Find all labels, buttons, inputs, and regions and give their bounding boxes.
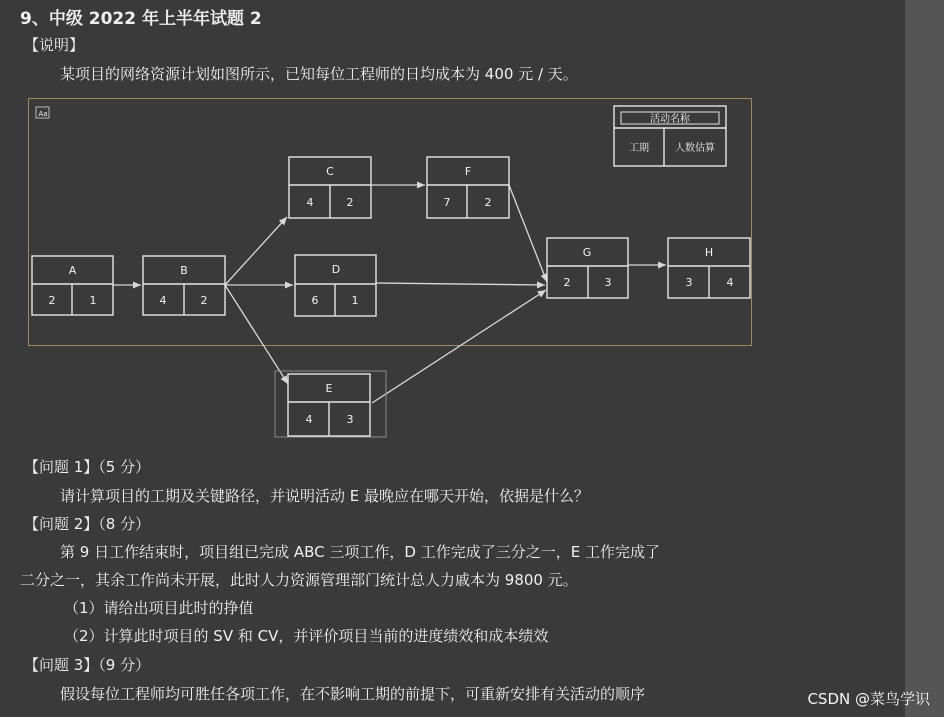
svg-text:2: 2 (48, 294, 56, 307)
question-1-text: 请计算项目的工期及关键路径，并说明活动 E 最晚应在哪天开始，依据是什么？ (60, 487, 590, 505)
svg-text:4: 4 (305, 413, 313, 426)
question-2-line-1: 第 9 日工作结束时，项目组已完成 ABC 三项工作，D 工作完成了三分之一，E 工作完成了 (60, 543, 660, 561)
svg-text:F: F (464, 165, 472, 178)
svg-text:E: E (325, 382, 333, 395)
svg-text:D: D (331, 263, 341, 276)
svg-text:1: 1 (89, 294, 97, 307)
svg-text:6: 6 (311, 294, 319, 307)
svg-text:2: 2 (200, 294, 208, 307)
legend-staff-label: 人数估算 (675, 143, 715, 154)
edge-b-c (225, 217, 287, 285)
svg-text:A: A (68, 264, 77, 277)
edge-f-g (509, 185, 547, 282)
question-2-sub-1: （1）请给出项目此时的挣值 (64, 599, 254, 617)
svg-text:G: G (582, 246, 592, 259)
scrollbar-track[interactable] (905, 0, 944, 717)
question-title: 9、中级 2022 年上半年试题 2 (20, 9, 262, 29)
edge-e-g (372, 290, 546, 403)
activity-node-e (275, 371, 386, 437)
svg-text:3: 3 (604, 276, 612, 289)
question-3-label: 【问题 3】（9 分） (24, 656, 151, 674)
question-2-line-2: 二分之一，其余工作尚未开展，此时人力资源管理部门统计总人力戚本为 9800 元。 (20, 571, 578, 589)
legend-duration-label: 工期 (629, 143, 649, 154)
svg-text:7: 7 (443, 196, 451, 209)
activity-node-a (32, 256, 113, 315)
svg-text:3: 3 (346, 413, 354, 426)
activity-node-b (143, 256, 225, 315)
activity-node-h (668, 238, 750, 298)
activity-node-d (295, 255, 376, 316)
edge-d-g (376, 283, 545, 285)
question-2-sub-2: （2）计算此时项目的 SV 和 CV，并评价项目当前的进度绩效和成本绩效 (64, 627, 549, 645)
explain-label: 【说明】 (24, 36, 85, 54)
svg-text:H: H (704, 246, 714, 259)
legend-node (614, 106, 726, 166)
question-1-label: 【问题 1】（5 分） (24, 458, 151, 476)
svg-text:1: 1 (351, 294, 359, 307)
svg-text:2: 2 (484, 196, 492, 209)
svg-text:4: 4 (306, 196, 314, 209)
svg-text:B: B (180, 264, 188, 277)
question-3-text: 假设每位工程师均可胜任各项工作，在不影响工期的前提下，可重新安排有关活动的顺序 (60, 685, 646, 703)
edge-b-e (225, 285, 288, 384)
svg-text:C: C (326, 165, 334, 178)
activity-node-f (427, 157, 509, 218)
svg-text:4: 4 (159, 294, 167, 307)
csdn-watermark: CSDN @菜鸟学识 (807, 690, 930, 708)
explain-text: 某项目的网络资源计划如图所示，已知每位工程师的日均成本为 400 元 / 天。 (60, 65, 578, 83)
svg-text:2: 2 (346, 196, 354, 209)
svg-text:2: 2 (563, 276, 571, 289)
activity-node-g (547, 238, 628, 298)
activity-node-c (289, 157, 371, 218)
corner-mark: Aa (38, 110, 48, 118)
svg-text:4: 4 (726, 276, 734, 289)
legend-name-label: 活动名称 (650, 114, 690, 125)
svg-text:3: 3 (685, 276, 693, 289)
question-2-label: 【问题 2】（8 分） (24, 515, 151, 533)
